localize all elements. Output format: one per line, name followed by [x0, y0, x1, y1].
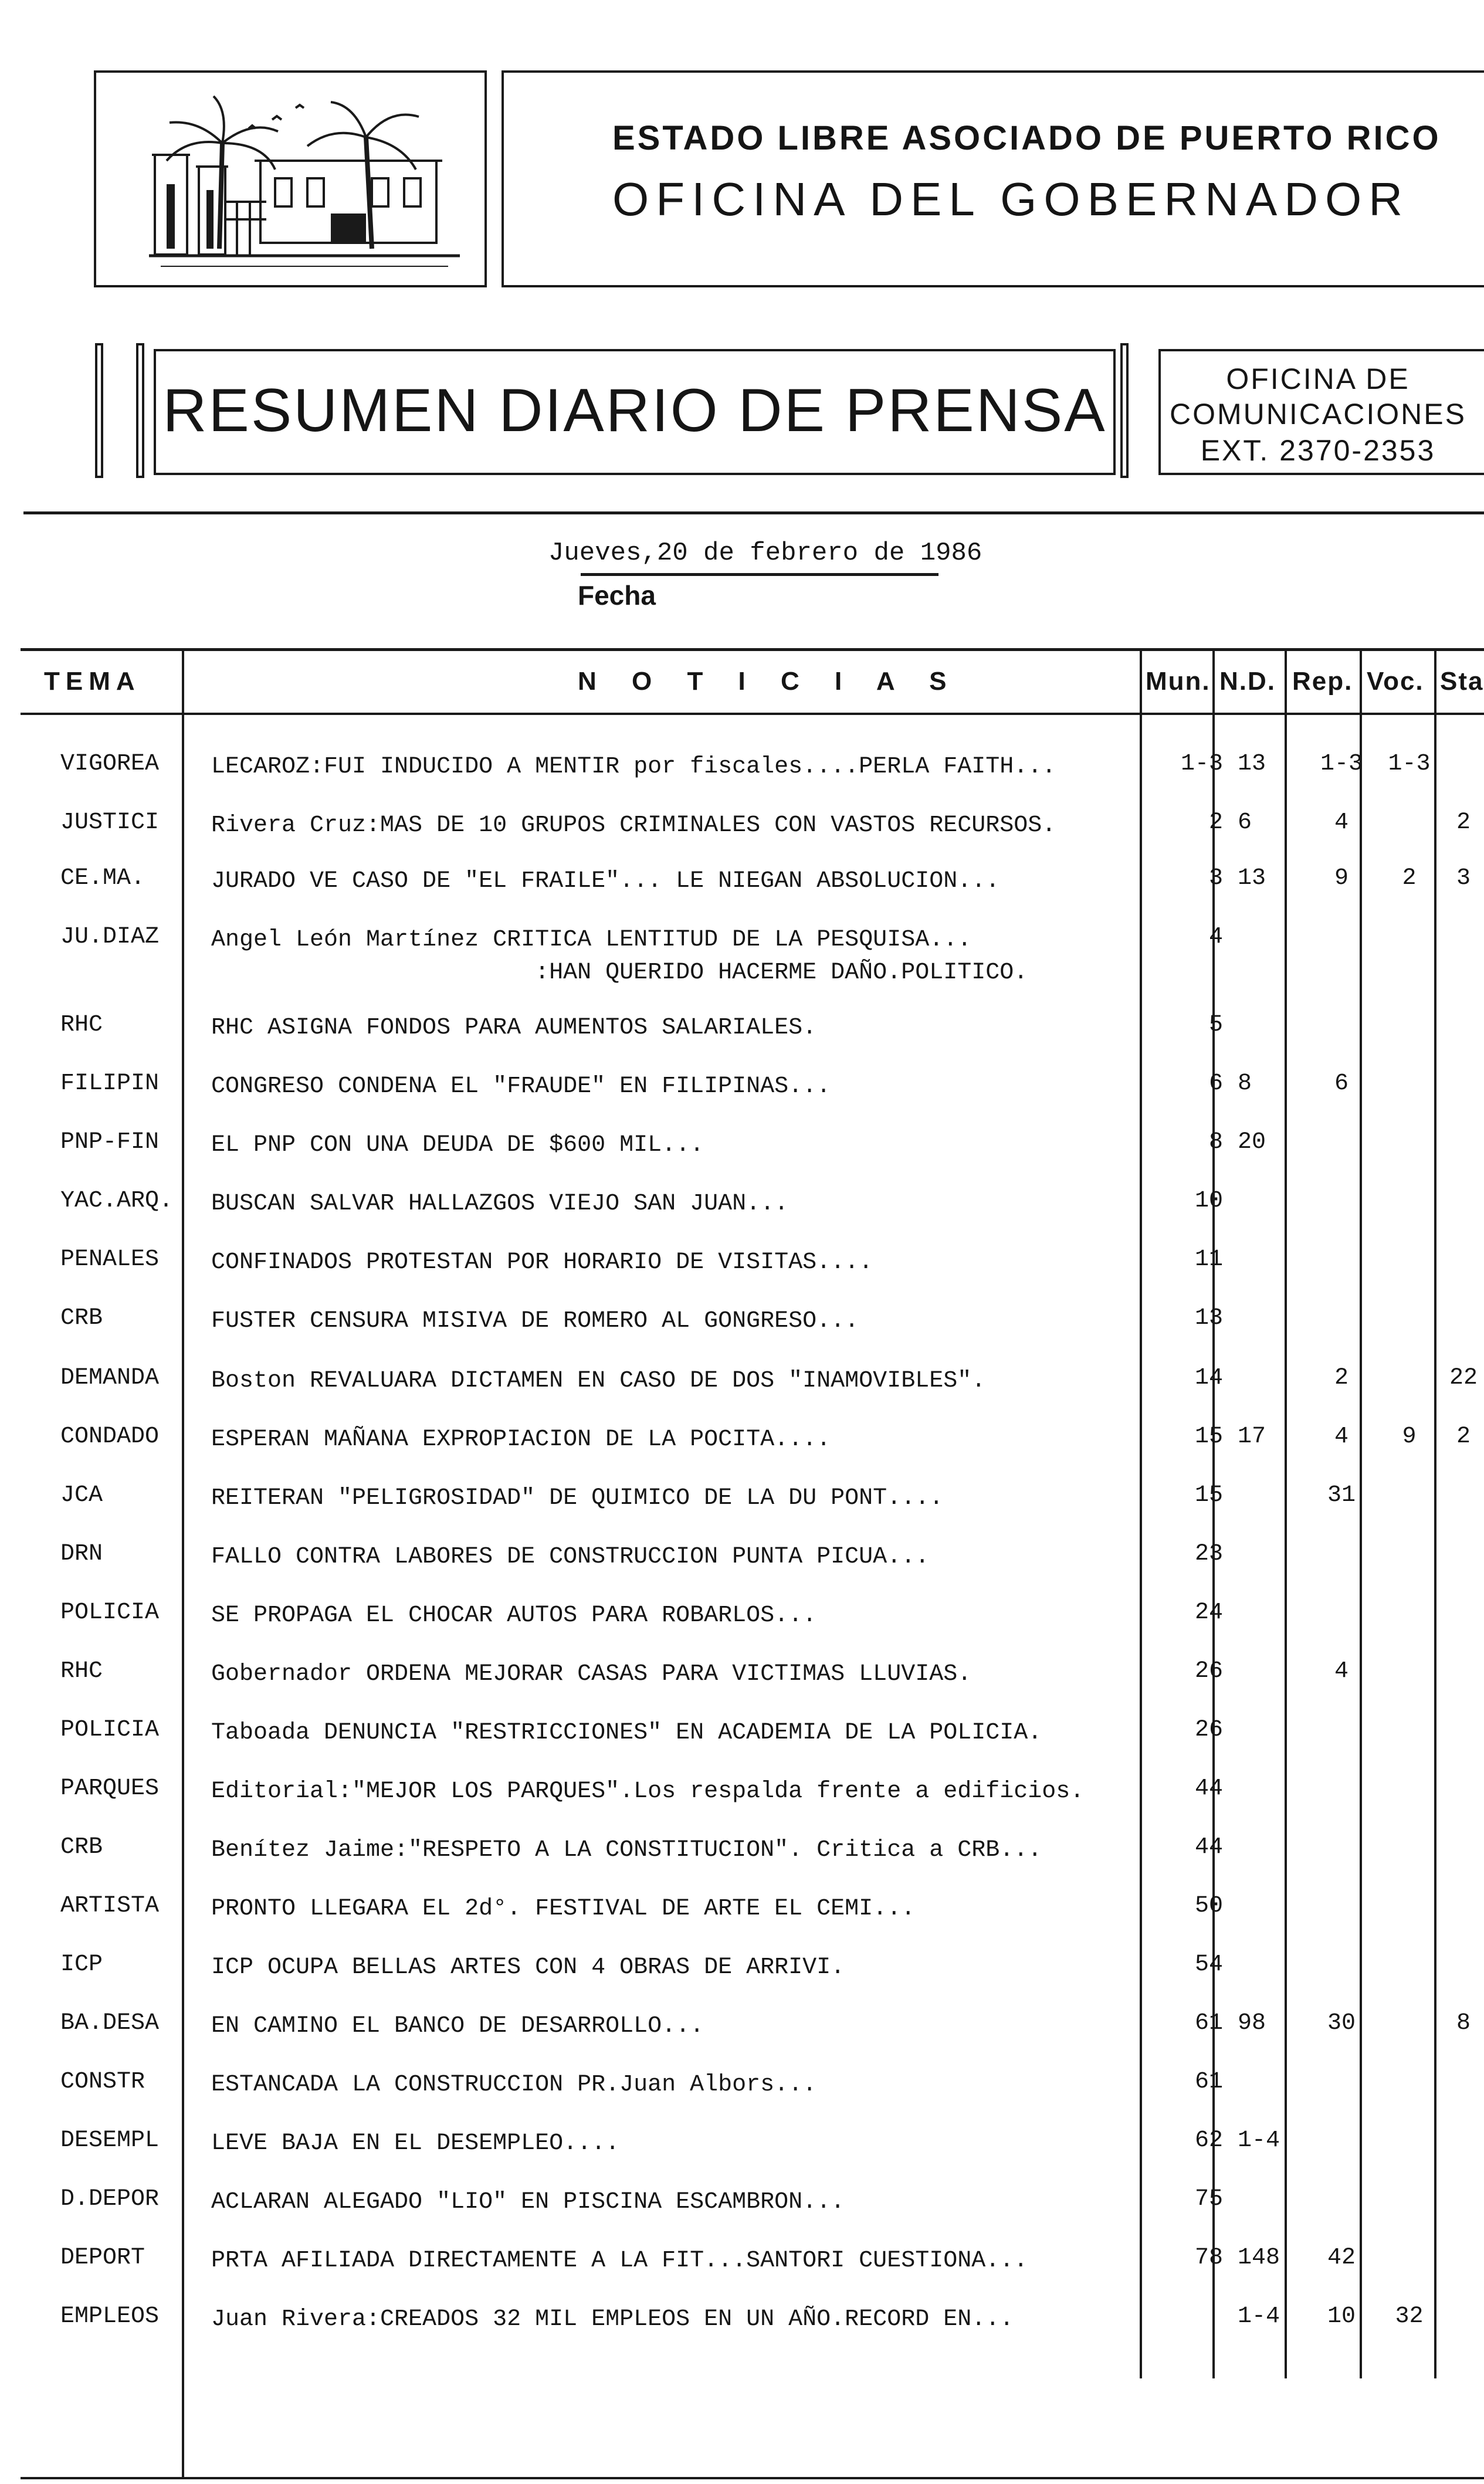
cell-rep: 4 — [1334, 809, 1349, 836]
cell-title: CONFINADOS PROTESTAN POR HORARIO DE VISITAS.... — [211, 1249, 873, 1276]
cell-mun: 13 — [1194, 1305, 1223, 1331]
table-row — [21, 1365, 1484, 1424]
table-row — [21, 2069, 1484, 2127]
cell-title: LEVE BAJA EN EL DESEMPLEO.... — [211, 2130, 620, 2157]
header-tema: TEMA — [44, 667, 141, 696]
cell-mun: 26 — [1194, 1717, 1223, 1743]
cell-tema: DEPORT — [60, 2245, 145, 2271]
cell-tema: FILIPIN — [60, 1070, 160, 1097]
cell-mun: 1-3 — [1180, 751, 1223, 777]
cell-mun: 50 — [1194, 1893, 1223, 1919]
cell-rep: 2 — [1334, 1365, 1349, 1391]
cell-title: LECAROZ:FUI INDUCIDO A MENTIR por fiscales....PERLA FAITH... — [211, 754, 1056, 780]
cell-tema: BA.DESA — [60, 2010, 160, 2036]
cell-sta: 22 — [1449, 1365, 1478, 1391]
cell-nd: 17 — [1238, 1424, 1266, 1450]
cell-title: Juan Rivera:CREADOS 32 MIL EMPLEOS EN UN AÑO.RECORD EN... — [211, 2306, 1014, 2333]
cell-title: ESPERAN MAÑANA EXPROPIACION DE LA POCITA.... — [211, 1426, 831, 1453]
table-row — [21, 1246, 1484, 1305]
cell-mun: 8 — [1208, 1129, 1223, 1155]
cell-nd: 98 — [1238, 2010, 1266, 2036]
cell-sta: 3 — [1456, 865, 1471, 892]
cell-tema: D.DEPOR — [60, 2186, 160, 2212]
cell-tema: ICP — [60, 1951, 103, 1978]
cell-nd: 1-4 — [1238, 2303, 1280, 2330]
office-line-2: COMUNICACIONES — [1170, 398, 1466, 431]
header-sta: Sta — [1440, 667, 1484, 696]
cell-tema: CRB — [60, 1834, 103, 1861]
cell-mun: 14 — [1194, 1365, 1223, 1391]
table-row — [21, 2010, 1484, 2069]
cell-mun: 11 — [1194, 1246, 1223, 1273]
cell-tema: RHC — [60, 1658, 103, 1685]
cell-nd: 6 — [1238, 809, 1252, 836]
cell-mun: 78 — [1194, 2245, 1223, 2271]
cell-tema: CE.MA. — [60, 865, 145, 892]
table-row — [21, 1129, 1484, 1188]
cell-nd: 1-4 — [1238, 2127, 1280, 2154]
banner-bar — [1120, 343, 1129, 478]
cell-rep: 30 — [1327, 2010, 1356, 2036]
cell-title: EN CAMINO EL BANCO DE DESARROLLO... — [211, 2013, 704, 2039]
cell-mun: 62 — [1194, 2127, 1223, 2154]
table-row — [21, 751, 1484, 809]
cell-tema: CONSTR — [60, 2069, 145, 2095]
banner-bar — [95, 343, 103, 478]
table-row — [21, 2186, 1484, 2245]
cell-title: PRTA AFILIADA DIRECTAMENTE A LA FIT...SANTORI CUESTIONA... — [211, 2248, 1028, 2274]
table-row — [21, 1834, 1484, 1893]
cell-mun: 3 — [1208, 865, 1223, 892]
cell-rep: 6 — [1334, 1070, 1349, 1097]
cell-tema: CRB — [60, 1305, 103, 1331]
cell-sta: 8 — [1456, 2010, 1471, 2036]
cell-tema: POLICIA — [60, 1717, 160, 1743]
cell-voc: 32 — [1395, 2303, 1424, 2330]
cell-rep: 1-3 — [1320, 751, 1363, 777]
cell-tema: POLICIA — [60, 1599, 160, 1626]
date-label: Fecha — [578, 580, 656, 611]
cell-title: Gobernador ORDENA MEJORAR CASAS PARA VICTIMAS LLUVIAS. — [211, 1661, 972, 1687]
cell-nd: 148 — [1238, 2245, 1280, 2271]
cell-tema: PARQUES — [60, 1775, 160, 1802]
cell-title: Angel León Martínez CRITICA LENTITUD DE LA PESQUISA... :HAN QUERIDO HACERME DAÑO.POLITICO. — [211, 927, 1028, 986]
cell-title: JURADO VE CASO DE "EL FRAILE"... LE NIEGAN ABSOLUCION... — [211, 868, 1000, 894]
cell-mun: 61 — [1194, 2069, 1223, 2095]
table-row — [21, 2303, 1484, 2362]
report-date: Jueves,20 de febrero de 1986 — [548, 538, 982, 568]
cell-tema: PNP-FIN — [60, 1129, 160, 1155]
cell-rep: 4 — [1334, 1658, 1349, 1685]
communications-office-frame — [1158, 349, 1484, 475]
divider — [23, 511, 1484, 514]
cell-title: Boston REVALUARA DICTAMEN EN CASO DE DOS "INAMOVIBLES". — [211, 1368, 986, 1394]
cell-mun: 75 — [1194, 2186, 1223, 2212]
cell-voc: 1-3 — [1388, 751, 1431, 777]
cell-rep: 9 — [1334, 865, 1349, 892]
table-row — [21, 1012, 1484, 1070]
cell-title: Rivera Cruz:MAS DE 10 GRUPOS CRIMINALES CON VASTOS RECURSOS. — [211, 812, 1056, 839]
table-row — [21, 1305, 1484, 1364]
table-row — [21, 1717, 1484, 1775]
table-row — [21, 1951, 1484, 2010]
cell-mun: 15 — [1194, 1482, 1223, 1509]
cell-title: ICP OCUPA BELLAS ARTES CON 4 OBRAS DE ARRIVI. — [211, 1954, 845, 1981]
table-header-rule — [21, 713, 1484, 715]
cell-title: REITERAN "PELIGROSIDAD" DE QUIMICO DE LA DU PONT.... — [211, 1485, 944, 1512]
table-row — [21, 1893, 1484, 1951]
cell-title: ESTANCADA LA CONSTRUCCION PR.Juan Albors... — [211, 2072, 817, 2098]
cell-title: PRONTO LLEGARA EL 2d°. FESTIVAL DE ARTE EL CEMI... — [211, 1896, 916, 1922]
table-row — [21, 924, 1484, 986]
logo-frame — [94, 70, 487, 287]
cell-tema: JCA — [60, 1482, 103, 1509]
cell-tema: ARTISTA — [60, 1893, 160, 1919]
table-row — [21, 1541, 1484, 1599]
header-noticias: N O T I C I A S — [578, 667, 961, 696]
cell-tema: DEMANDA — [60, 1365, 160, 1391]
banner-title: RESUMEN DIARIO DE PRENSA — [162, 377, 1107, 445]
table-row — [21, 1424, 1484, 1482]
cell-tema: EMPLEOS — [60, 2303, 160, 2330]
office-extension: EXT. 2370-2353 — [1200, 434, 1436, 467]
banner-title-frame — [154, 349, 1116, 475]
table-row — [21, 1599, 1484, 1658]
cell-tema: JU.DIAZ — [60, 924, 160, 950]
cell-title: Editorial:"MEJOR LOS PARQUES".Los respalda frente a edificios. — [211, 1778, 1085, 1805]
cell-rep: 10 — [1327, 2303, 1356, 2330]
cell-nd: 8 — [1238, 1070, 1252, 1097]
office-name: OFICINA DEL GOBERNADOR — [612, 173, 1410, 225]
cell-rep: 31 — [1327, 1482, 1356, 1509]
cell-mun: 15 — [1194, 1424, 1223, 1450]
cell-mun: 61 — [1194, 2010, 1223, 2036]
cell-tema: VIGOREA — [60, 751, 160, 777]
cell-title: RHC ASIGNA FONDOS PARA AUMENTOS SALARIALES. — [211, 1015, 817, 1041]
table-top-rule — [21, 648, 1484, 651]
cell-rep: 4 — [1334, 1424, 1349, 1450]
table-row — [21, 2127, 1484, 2186]
cell-mun: 5 — [1208, 1012, 1223, 1038]
cell-mun: 44 — [1194, 1834, 1223, 1861]
header-rep: Rep. — [1292, 667, 1353, 696]
cell-title: FUSTER CENSURA MISIVA DE ROMERO AL GONGRESO... — [211, 1308, 859, 1334]
header-nd: N.D. — [1219, 667, 1276, 696]
government-name: ESTADO LIBRE ASOCIADO DE PUERTO RICO — [612, 119, 1441, 157]
table-bottom-rule — [21, 2477, 1484, 2479]
cell-title: CONGRESO CONDENA EL "FRAUDE" EN FILIPINAS... — [211, 1073, 831, 1100]
cell-title: BUSCAN SALVAR HALLAZGOS VIEJO SAN JUAN... — [211, 1191, 789, 1217]
cell-tema: JUSTICI — [60, 809, 160, 836]
cell-tema: YAC.ARQ. — [60, 1188, 174, 1214]
office-line-1: OFICINA DE — [1226, 362, 1410, 395]
cell-nd: 13 — [1238, 865, 1266, 892]
cell-mun: 6 — [1208, 1070, 1223, 1097]
fortaleza-logo — [96, 73, 484, 285]
table-row — [21, 1482, 1484, 1541]
table-row — [21, 1775, 1484, 1834]
cell-title: EL PNP CON UNA DEUDA DE $600 MIL... — [211, 1132, 704, 1158]
cell-mun: 54 — [1194, 1951, 1223, 1978]
cell-mun: 4 — [1208, 924, 1223, 950]
cell-tema: DRN — [60, 1541, 103, 1567]
header-voc: Voc. — [1367, 667, 1424, 696]
cell-nd: 13 — [1238, 751, 1266, 777]
cell-tema: DESEMPL — [60, 2127, 160, 2154]
cell-sta: 2 — [1456, 809, 1471, 836]
cell-mun: 2 — [1208, 809, 1223, 836]
table-row — [21, 1658, 1484, 1717]
cell-mun: 44 — [1194, 1775, 1223, 1802]
cell-title: FALLO CONTRA LABORES DE CONSTRUCCION PUNTA PICUA... — [211, 1544, 930, 1570]
cell-mun: 24 — [1194, 1599, 1223, 1626]
cell-mun: 23 — [1194, 1541, 1223, 1567]
table-row — [21, 809, 1484, 868]
cell-tema: PENALES — [60, 1246, 160, 1273]
cell-title: Taboada DENUNCIA "RESTRICCIONES" EN ACADEMIA DE LA POLICIA. — [211, 1720, 1042, 1746]
cell-sta: 2 — [1456, 1424, 1471, 1450]
cell-tema: CONDADO — [60, 1424, 160, 1450]
table-row — [21, 865, 1484, 924]
table-row — [21, 1188, 1484, 1246]
table-row — [21, 2245, 1484, 2303]
cell-rep: 42 — [1327, 2245, 1356, 2271]
news-table — [21, 648, 1484, 2484]
letterhead — [502, 70, 1484, 287]
cell-voc: 9 — [1402, 1424, 1417, 1450]
cell-mun: 26 — [1194, 1658, 1223, 1685]
banner-bar — [136, 343, 144, 478]
table-row — [21, 1070, 1484, 1129]
cell-title: SE PROPAGA EL CHOCAR AUTOS PARA ROBARLOS... — [211, 1602, 817, 1629]
cell-nd: 20 — [1238, 1129, 1266, 1155]
cell-mun: 10 — [1194, 1188, 1223, 1214]
cell-title: Benítez Jaime:"RESPETO A LA CONSTITUCION". Critica a CRB... — [211, 1837, 1042, 1863]
cell-tema: RHC — [60, 1012, 103, 1038]
date-underline — [581, 573, 938, 576]
header-mun: Mun. — [1146, 667, 1211, 696]
cell-voc: 2 — [1402, 865, 1417, 892]
cell-title: ACLARAN ALEGADO "LIO" EN PISCINA ESCAMBRON... — [211, 2189, 845, 2215]
